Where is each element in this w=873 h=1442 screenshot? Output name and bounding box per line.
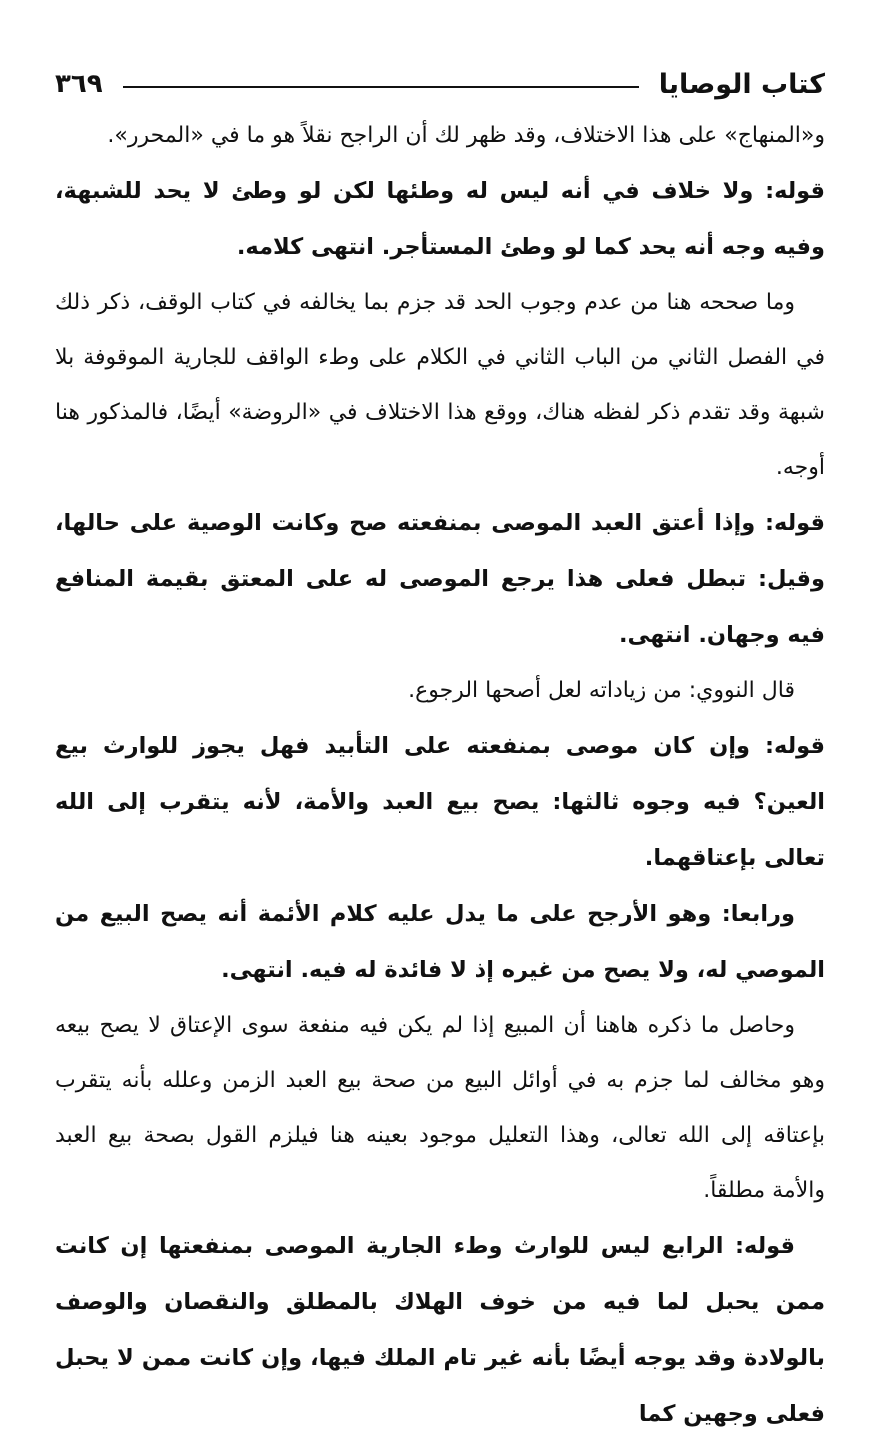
paragraph-2-quote: قوله: ولا خلاف في أنه ليس له وطئها لكن لو وطئ لا يحد للشبهة، وفيه وجه أنه يحد كما لو وطئ المستأجر. انتهى كلامه. bbox=[55, 178, 825, 260]
paragraph-4-quote: قوله: وإذا أعتق العبد الموصى بمنفعته صح وكانت الوصية على حالها، وقيل: تبطل فعلى هذا يرجع الموصى له على المعتق بقيمة المنافع فيه وجهان. انتهى. bbox=[55, 510, 825, 648]
paragraph-8: وحاصل ما ذكره هاهنا أن المبيع إذا لم يكن فيه منفعة سوى الإعتاق لا يصح بيعه وهو مخالف لما جزم به في أوائل البيع من صحة بيع العبد الزمن وعلله بأنه يتقرب بإعتاقه إلى الله تعالى، وهذا التعليل موجود بعينه هنا فيلزم القول بصحة بيع العبد والأمة مطلقاً. bbox=[55, 1013, 825, 1203]
paragraph-3: وما صححه هنا من عدم وجوب الحد قد جزم بما يخالفه في كتاب الوقف، ذكر ذلك في الفصل الثاني من الباب الثاني في الكلام على وطء الواقف للجارية الموقوفة بلا شبهة وقد تقدم ذكر لفظه هناك، ووقع هذا الاختلاف في «الروضة» أيضًا، فالمذكور هنا أوجه. bbox=[55, 290, 825, 480]
page-body bbox=[55, 108, 825, 1442]
paragraph-9-quote: قوله: الرابع ليس للوارث وطء الجارية الموصى بمنفعتها إن كانت ممن يحبل لما فيه من خوف الهلاك بالمطلق والنقصان والوصف بالولادة وقد يوجه أيضًا بأنه غير تام الملك فيها، وإن كانت ممن لا يحبل فعلى وجهين كما bbox=[55, 1233, 825, 1427]
book-page bbox=[55, 60, 825, 1427]
paragraph-1: و«المنهاج» على هذا الاختلاف، وقد ظهر لك أن الراجح نقلاً هو ما في «المحرر». bbox=[107, 123, 825, 148]
header-rule bbox=[123, 86, 639, 88]
running-title: كتاب الوصايا bbox=[658, 68, 825, 100]
paragraph-7-quote: ورابعا: وهو الأرجح على ما يدل عليه كلام الأئمة أنه يصح البيع من الموصي له، ولا يصح من غيره إذ لا فائدة له فيه. انتهى. bbox=[55, 901, 825, 983]
paragraph-5: قال النووي: من زياداته لعل أصحها الرجوع. bbox=[408, 678, 795, 703]
paragraph-6-quote: قوله: وإن كان موصى بمنفعته على التأبيد فهل يجوز للوارث بيع العين؟ فيه وجوه ثالثها: يصح بيع العبد والأمة، لأنه يتقرب إلى الله تعالى بإعتاقهما. bbox=[55, 733, 825, 871]
page-header bbox=[55, 60, 825, 108]
page-number: ٣٦٩ bbox=[55, 69, 103, 99]
